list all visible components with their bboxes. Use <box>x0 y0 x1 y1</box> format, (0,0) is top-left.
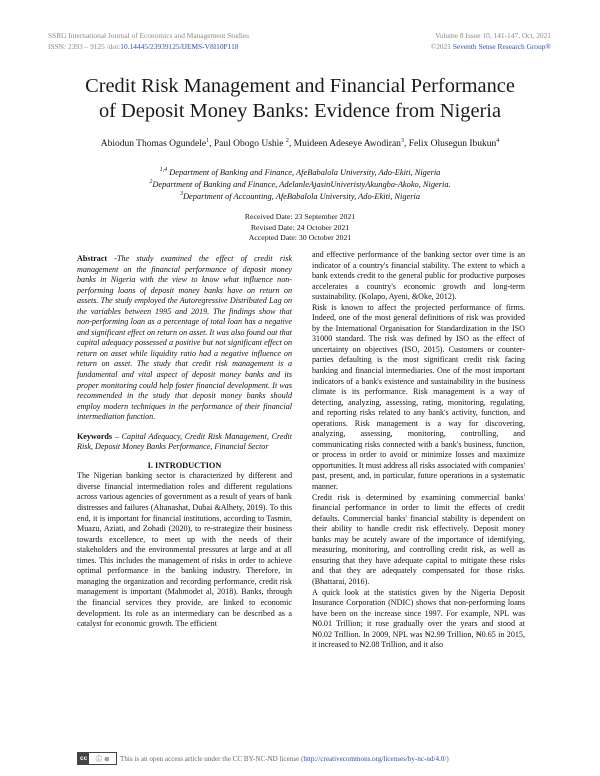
author-separator: , <box>288 139 294 149</box>
issn-text: ISSN: 2393 – 9125 /doi: <box>48 42 121 51</box>
author-name: Abiodun Thomas Ogundele <box>100 139 207 149</box>
intro-paragraph: The Nigerian banking sector is characterized by different and diverse financial intermediation roles and different regulations across various agencies of government as a result of years of bank distresses and failures (Altanashat, Dubai &Alhety, 2019). To this end, it is important for financial institutions, according to Tasmin, Muazu, Aziati, and Zohadi (2020), to re-strategize their business towards excellence, to meet up with the needs of their stakeholders and the environmental pressures at large and at all times. This includes the management of risks in order to achieve optimal performance in the banking industry. Therefore, in managing the organization and recording performance, credit risk management is important (Mahmodet al, 2018). Banks, through the financial services they provide, are linked to economic development. Its role as an intermediary can be described as a catalyst for economic growth. The efficient <box>77 471 292 629</box>
affiliation-marker: 3 <box>179 191 183 198</box>
journal-name: SSRG International Journal of Economics and Management Studies <box>48 31 249 40</box>
affiliation-marker: 2 <box>149 179 153 186</box>
author-separator: , <box>209 139 214 149</box>
copyright-line <box>431 41 551 52</box>
license-footer <box>77 752 449 765</box>
publisher-link[interactable]: Seventh Sense Research Group® <box>452 42 551 51</box>
author-name: Paul Obogo Ushie <box>213 139 286 149</box>
accepted-date: Accepted Date: 30 October 2021 <box>248 233 352 242</box>
affiliation-list <box>40 167 560 203</box>
license-prefix: This is an open access article under the CC BY-NC-ND license ( <box>120 754 304 763</box>
abstract <box>77 254 292 423</box>
doi-link[interactable]: 10.14445/23939125/IJEMS-V8I10P118 <box>120 42 239 51</box>
keywords-label: Keywords <box>77 431 113 441</box>
abstract-label: Abstract <box>77 254 108 263</box>
volume-header <box>431 30 551 52</box>
title-line-1: Credit Risk Management and Financial Performance <box>85 75 515 97</box>
license-text <box>120 755 449 763</box>
affiliation <box>40 179 560 191</box>
left-column <box>77 254 292 630</box>
affiliation-text: Department of Banking and Finance, AfeBabalola University, Ado-Ekiti, Nigeria <box>167 168 441 177</box>
issn-doi-line <box>48 41 249 52</box>
affiliation-text: Department of Banking and Finance, AdelanleAjasinUniveristyAkungba-Akoko, Nigeria. <box>152 180 451 189</box>
body-paragraph: and effective performance of the banking sector over time is an indicator of a country's financial stability. The extent to which a bank extends credit to the general public for productive purposes accelerates a country's economic growth and long-term sustainability. (Kolapo, Ayeni, &Oke, 2012). <box>312 250 525 302</box>
author-list <box>40 138 560 150</box>
author-name: Muideen Adeseye Awodiran <box>293 139 401 149</box>
section-heading: I. INTRODUCTION <box>147 460 222 470</box>
license-link[interactable]: http://creativecommons.org/licenses/by-nc-nd/4.0/ <box>303 754 447 763</box>
copyright-year: ©2021 <box>430 42 453 51</box>
keywords <box>77 432 292 453</box>
body-paragraph: Risk is known to affect the projected performance of firms. Indeed, one of the most general definitions of risk was provided by the International Organisation for Standardization in the ISO 31000 standard. The risk was defined by ISO as the effect of uncertainty on objectives (ISO, 2015). Customers or counter-parties defaulting is the most significant credit risk facing banking and financial intermediaries. One of the most important indicators of a bank's existence and sustainability in the business climate is its performance. Risk management is a way of detecting, analyzing, assessing, rating, monitoring, regulating, and reporting risks related to any bank's activity, function, and operations. Risk management is a way for discovering, analyzing, assessing, monitoring, controlling, and communicating risks connected with a bank's business, function, or process in order to avoid or minimize losses and maximize opportunities. It must address all risks associated with companies' past, present, and, in particular, future operations in a systematic manner. <box>312 302 525 492</box>
author-affiliation-marker: 1 <box>206 137 210 144</box>
by-nc-nd-icon: ⓘ ⊜ <box>95 755 110 763</box>
author-affiliation-marker: 4 <box>496 137 500 144</box>
license-suffix: ) <box>446 754 449 763</box>
author-affiliation-marker: 2 <box>285 137 289 144</box>
journal-header <box>48 30 249 52</box>
body-paragraph: A quick look at the statistics given by the Nigeria Deposit Insurance Corporation (NDIC) shows that non-performing loans have been on the increase since 1997. For example, NPL was ₦0.01 Trillion; it rose gradually over the years and stood at ₦0.02 Trillion. In 2009, NPL was ₦2.99 Trillion, ₦0.65 in 2015, it increased to ₦2.08 Trillion, and it also <box>312 587 525 650</box>
cc-license-badge[interactable] <box>77 752 117 765</box>
affiliation-marker: 1,4 <box>159 167 168 174</box>
cc-icon: cc <box>80 755 88 762</box>
abstract-text: -The study examined the effect of credit risk management on the financial performance of deposit money banks in Nigeria with the view to know what influence non-performing loans of deposit money banks have on return on assets. The study employed the Autoregressive Distributed Lag on the variables between 1995 and 2019. The findings show that non-performing loan as a percentage of total loan has a negative and significant effect on return on asset. It was also found out that capital adequacy possessed a positive but not significant effect on return on asset while liquidity ratio had a negative influence on return on asset. The study that credit risk management is a fundamental and vital aspect of deposit money banks and its proper monitoring could help foster financial development. It was recommended in the study that deposit money banks should employ modern techniques in the performance of their financial intermediation function. <box>77 254 292 422</box>
affiliation <box>40 167 560 179</box>
author-affiliation-marker: 3 <box>400 137 404 144</box>
body-paragraph: Credit risk is determined by examining commercial banks' financial performance in order to limit the effects of credit defaults. Commercial banks' financial stability is dependent on their ability to handle credit risk effectively. Deposit money banks may be acutely aware of the importance of identifying, measuring, monitoring, and controlling credit risk, as well as ensuring that they have adequate capital to mitigate these risks and that they are adequately compensated for those risks. (Bhattarai, 2016). <box>312 492 525 586</box>
title-line-2: of Deposit Money Banks: Evidence from Nigeria <box>98 100 502 122</box>
submission-dates <box>40 212 560 244</box>
keywords-text: – Capital Adequacy, Credit Risk Management, Credit Risk, Deposit Money Banks Performance, Financial Sector <box>77 431 292 452</box>
affiliation <box>40 191 560 203</box>
paper-title <box>40 74 560 124</box>
affiliation-text: Department of Accounting, AfeBabalola University, Ado-Ekiti, Nigeria <box>182 192 421 201</box>
right-column <box>312 250 525 651</box>
received-date: Received Date: 23 September 2021 <box>244 212 356 221</box>
author-name: Felix Olusegun Ibukun <box>408 139 497 149</box>
volume-info: Volume 8 Issue 10, 141-147, Oct, 2021 <box>435 31 551 40</box>
revised-date: Revised Date: 24 October 2021 <box>250 222 350 232</box>
author-separator: , <box>403 139 409 149</box>
